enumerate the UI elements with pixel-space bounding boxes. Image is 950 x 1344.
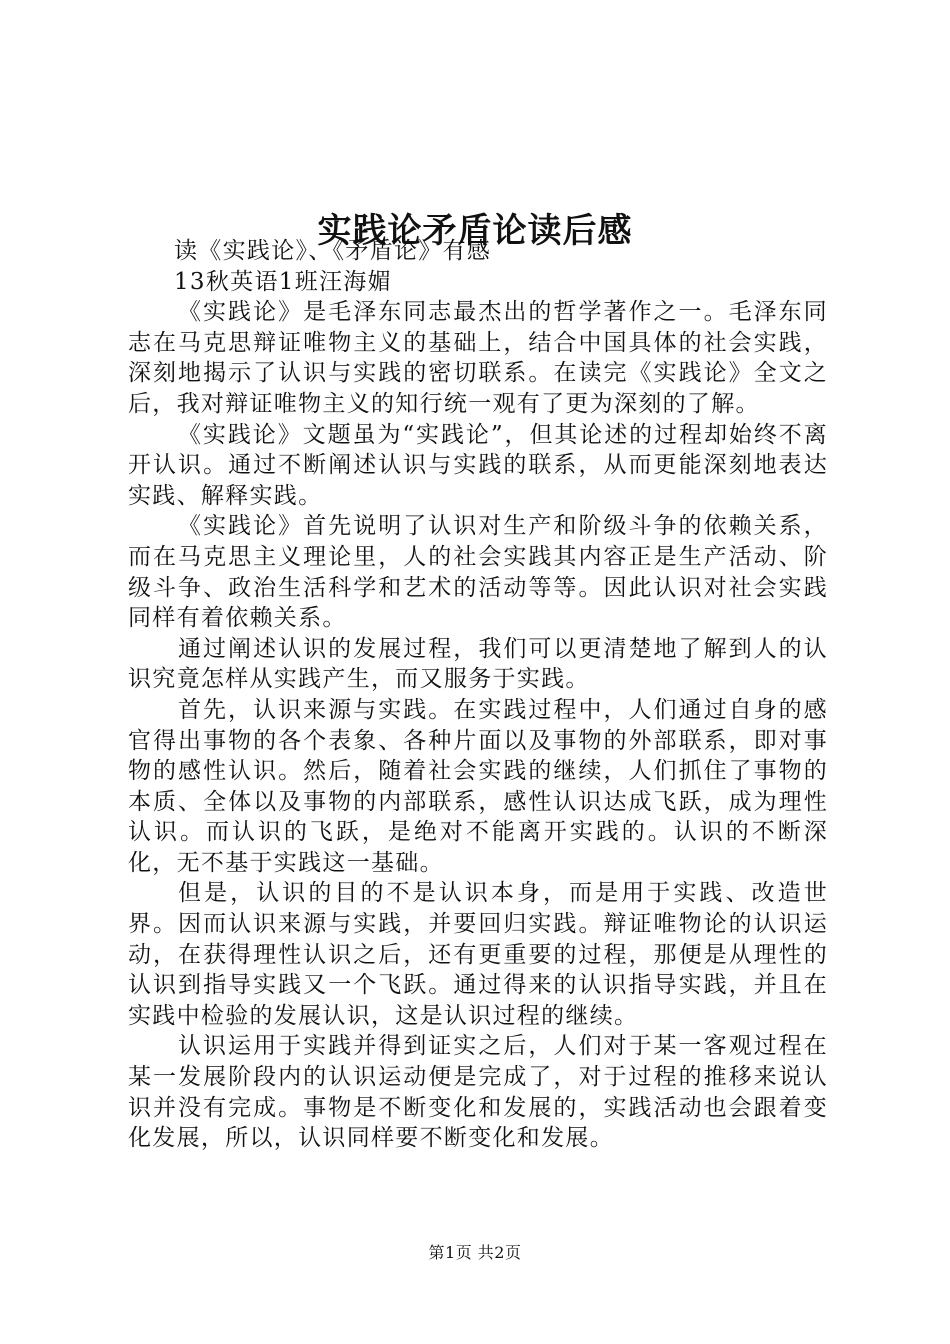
paragraph: 《实践论》首先说明了认识对生产和阶级斗争的依赖关系，而在马克思主义理论里，人的社会实践其内容正是生产活动、阶级斗争、政治生活科学和艺术的活动等等。因此认识对社会实践同样有着依赖关系。 (128, 513, 828, 632)
paragraph: 《实践论》文题虽为“实践论”，但其论述的过程却始终不离开认识。通过不断阐述认识与实践的联系，从而更能深刻地表达实践、解释实践。 (128, 421, 828, 509)
paragraph: 首先，认识来源与实践。在实践过程中，人们通过自身的感官得出事物的各个表象、各种片面以及事物的外部联系，即对事物的感性认识。然后，随着社会实践的继续，人们抓住了事物的本质、全体以及事物的内部联系，感性认识达成飞跃，成为理性认识。而认识的飞跃，是绝对不能离开实践的。认识的不断深化，无不基于实践这一基础。 (128, 696, 828, 876)
document-body (128, 236, 828, 1154)
paragraph: 通过阐述认识的发展过程，我们可以更清楚地了解到人的认识究竟怎样从实践产生，而又服务于实践。 (128, 635, 828, 693)
page-title: 实践论矛盾论读后感 (317, 210, 633, 251)
paragraph: 《实践论》是毛泽东同志最杰出的哲学著作之一。毛泽东同志在马克思辩证唯物主义的基础上，结合中国具体的社会实践，深刻地揭示了认识与实践的密切联系。在读完《实践论》全文之后，我对辩证唯物主义的知行统一观有了更为深刻的了解。 (128, 299, 828, 417)
paragraph: 认识运用于实践并得到证实之后，人们对于某一客观过程在某一发展阶段内的认识运动便是完成了，对于过程的推移来说认识并没有完成。事物是不断变化和发展的，实践活动也会跟着变化发展，所以，认识同样要不断变化和发展。 (128, 1033, 828, 1152)
paragraph: 但是，认识的目的不是认识本身，而是用于实践、改造世界。因而认识来源与实践，并要回归实践。辩证唯物论的认识运动，在获得理性认识之后，还有更重要的过程，那便是从理性的认识到指导实践又一个飞跃。通过得来的认识指导实践，并且在实践中检验的发展认识，这是认识过程的继续。 (128, 880, 828, 1029)
subtitle-line: 读《实践论》、《矛盾论》有感 (174, 238, 492, 264)
author-line: 13秋英语1班汪海媚 (174, 268, 392, 295)
page-footer: 第1页 共2页 (428, 1243, 522, 1262)
